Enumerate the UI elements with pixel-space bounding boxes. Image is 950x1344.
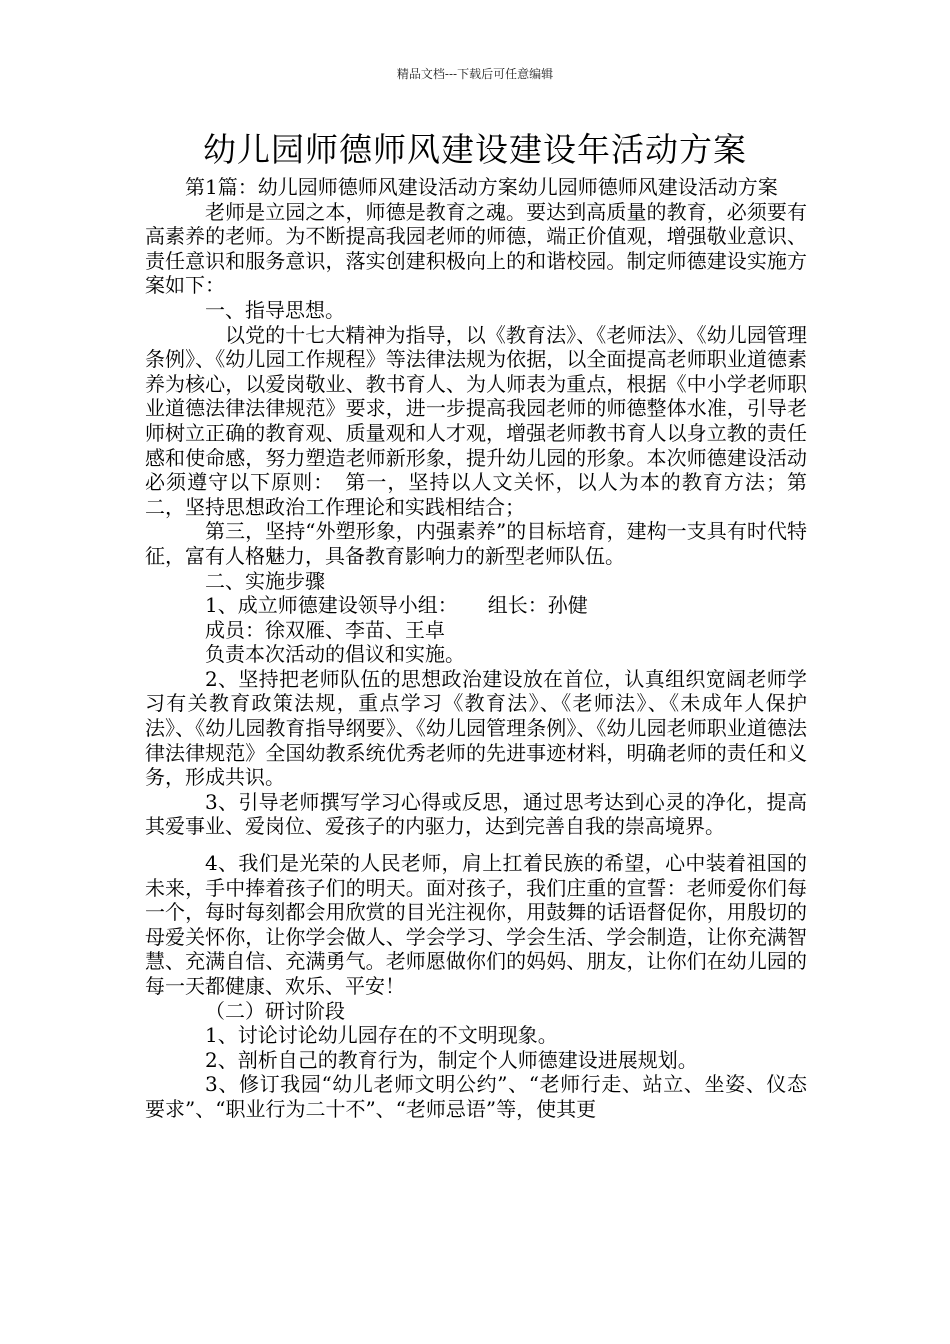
document-body [145, 175, 807, 1122]
chapter-heading: 第1篇：幼儿园师德师风建设活动方案幼儿园师德师风建设活动方案 [185, 175, 778, 199]
section-heading: 二、实施步骤 [205, 568, 325, 593]
paragraph: 1、讨论讨论幼儿园存在的不文明现象。 [205, 1023, 558, 1048]
paragraph: 2、剖析自己的教育行为，制定个人师德建设进展规划。 [205, 1047, 698, 1072]
section-heading: 一、指导思想。 [205, 297, 345, 322]
paragraph: 4、我们是光荣的人民老师，肩上扛着民族的希望，心中装着祖国的未来，手中捧着孩子们的明天。面对孩子，我们庄重的宣誓：老师爱你们每一个，每时每刻都会用欣赏的目光注视你，用鼓舞的话语督促你，用殷切的母爱关怀你，让你学会做人、学会学习、学会生活、学会制造，让你充满智慧、充满自信、充满勇气。老师愿做你们的妈妈、朋友，让你们在幼儿园的每一天都健康、欢乐、平安！ [145, 851, 807, 998]
paragraph: 3、引导老师撰写学习心得或反思，通过思考达到心灵的净化，提高其爱事业、爱岗位、爱孩子的内驱力，达到完善自我的崇高境界。 [145, 789, 807, 839]
paragraph: 1、成立师德建设领导小组： 组长：孙健 [205, 593, 588, 618]
section-heading: （二）研讨阶段 [205, 998, 345, 1023]
paragraph: 负责本次活动的倡议和实施。 [205, 642, 465, 667]
document-title: 幼儿园师德师风建设建设年活动方案 [203, 130, 747, 169]
paragraph: 成员：徐双雁、李苗、王卓 [205, 617, 445, 642]
paragraph: 老师是立园之本，师德是教育之魂。要达到高质量的教育，必须要有高素养的老师。为不断提高我园老师的师德，端正价值观，增强敬业意识、责任意识和服务意识，落实创建积极向上的和谐校园。制定师德建设实施方案如下： [145, 199, 807, 298]
paragraph: 以党的十七大精神为指导，以《教育法》、《老师法》、《幼儿园管理条例》、《幼儿园工作规程》等法律法规为依据，以全面提高老师职业道德素养为核心，以爱岗敬业、教书育人、为人师表为重点，根据《中小学老师职业道德法律法律规范》要求，进一步提高我园老师的师德整体水准，引导老师树立正确的教育观、质量观和人才观，增强老师教书育人以身立教的责任感和使命感，努力塑造老师新形象，提升幼儿园的形象。本次师德建设活动必须遵守以下原则： 第一，坚持以人文关怀，以人为本的教育方法；第二，坚持思想政治工作理论和实践相结合； [145, 322, 807, 519]
header-note: 精品文档---下载后可任意编辑 [396, 67, 554, 81]
paragraph: 2、坚持把老师队伍的思想政治建设放在首位，认真组织宽阔老师学习有关教育政策法规，重点学习《教育法》、《老师法》、《未成年人保护法》、《幼儿园教育指导纲要》、《幼儿园管理条例》、《幼儿园老师职业道德法律法律规范》全国幼教系统优秀老师的先进事迹材料，明确老师的责任和义务，形成共识。 [145, 666, 807, 790]
paragraph: 第三，坚持“外塑形象，内强素养”的目标培育，建构一支具有时代特征，富有人格魅力，具备教育影响力的新型老师队伍。 [145, 519, 807, 568]
paragraph: 3、修订我园“幼儿老师文明公约”、“老师行走、站立、坐姿、仪态要求”、“职业行为二十不”、“老师忌语”等，使其更 [145, 1072, 807, 1121]
